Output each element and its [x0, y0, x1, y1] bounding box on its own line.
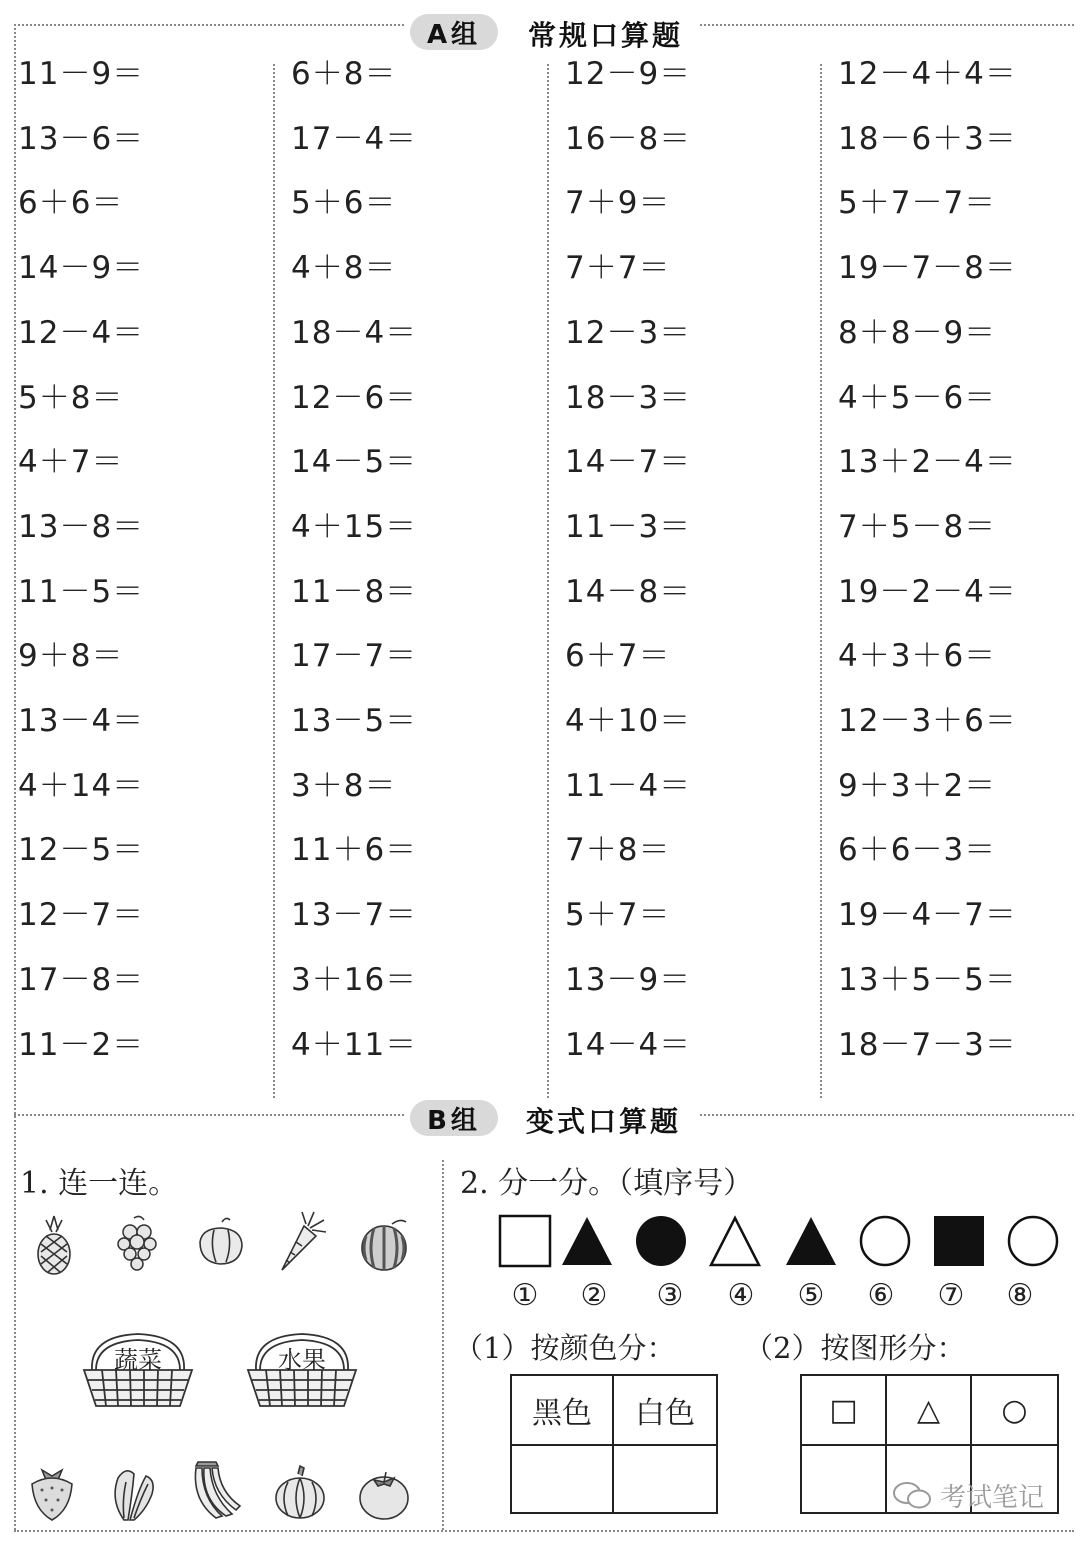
math-problem: 14－8＝	[565, 573, 692, 610]
math-problem: 7＋7＝	[565, 250, 671, 287]
shape-number-7: ⑦	[937, 1278, 965, 1313]
section-b-title: 变式口算题	[526, 1105, 682, 1138]
section-a-header	[0, 8, 1080, 52]
math-problem: 13－8＝	[18, 508, 145, 545]
grapes-icon	[110, 1212, 166, 1276]
math-problem: 5＋7－7＝	[838, 185, 997, 222]
color-table-answer-white[interactable]	[614, 1446, 716, 1512]
math-problem: 19－4－7＝	[838, 897, 1017, 934]
math-problem: 5＋8＝	[18, 379, 124, 416]
math-problem: 13－6＝	[18, 120, 145, 157]
math-problem: 13＋2－4＝	[838, 444, 1017, 481]
math-problem: 11－9＝	[18, 56, 145, 92]
math-problem: 18－4＝	[291, 314, 418, 351]
shape-number-1: ①	[511, 1278, 539, 1313]
math-problem: 4＋7＝	[18, 444, 124, 481]
math-problem: 12－6＝	[291, 379, 418, 416]
math-problem: 12－5＝	[18, 832, 145, 869]
banana-icon	[186, 1460, 242, 1524]
math-problem: 18－7－3＝	[838, 1026, 1017, 1063]
section-a-badge: A组	[410, 14, 498, 50]
math-problem: 9＋3＋2＝	[838, 767, 997, 804]
color-table-header-white: 白色	[614, 1376, 716, 1446]
strawberry-icon	[24, 1460, 80, 1524]
section-b-badge: B组	[410, 1100, 498, 1136]
circle-white-icon-2	[1006, 1214, 1060, 1268]
math-problem: 7＋8＝	[565, 832, 671, 869]
section-a-title: 常规口算题	[528, 19, 684, 52]
section-b-header	[0, 1094, 1080, 1138]
math-problem: 6＋7＝	[565, 638, 671, 675]
shape-number-5: ⑤	[797, 1278, 825, 1313]
q1-q2-divider	[442, 1160, 444, 1530]
math-problem: 17－7＝	[291, 638, 418, 675]
math-problem: 5＋6＝	[291, 185, 397, 222]
shape-table-header-square: □	[802, 1376, 887, 1446]
column-divider-1	[273, 64, 275, 1098]
math-problem: 4＋11＝	[291, 1026, 418, 1063]
watermelon-icon	[356, 1212, 412, 1276]
q2-title: 2. 分一分。（填序号）	[460, 1166, 754, 1201]
color-table-answer-black[interactable]	[512, 1446, 614, 1512]
math-problem: 3＋16＝	[291, 961, 418, 998]
math-problem: 7＋9＝	[565, 185, 671, 222]
shape-number-4: ④	[727, 1278, 755, 1313]
math-problem: 13－7＝	[291, 897, 418, 934]
math-problem: 11＋6＝	[291, 832, 418, 869]
math-problem: 11－2＝	[18, 1026, 145, 1063]
math-problem: 7＋5－8＝	[838, 508, 997, 545]
math-problem: 12－4＋4＝	[838, 56, 1017, 92]
math-problem: 4＋5－6＝	[838, 379, 997, 416]
shape-number-8: ⑧	[1006, 1278, 1034, 1313]
column-divider-3	[820, 64, 822, 1098]
math-problem: 12－3＝	[565, 314, 692, 351]
math-problem: 14－7＝	[565, 444, 692, 481]
shape-table-header-triangle: △	[887, 1376, 972, 1446]
sub-question-by-shape: （2）按图形分：	[744, 1331, 966, 1365]
shape-number-2: ②	[580, 1278, 608, 1313]
watermark	[892, 1477, 1044, 1514]
math-problem: 14－5＝	[291, 444, 418, 481]
left-border	[14, 24, 16, 1530]
q1-title: 1. 连一连。	[20, 1166, 179, 1201]
bottom-border	[14, 1530, 1074, 1532]
math-problem: 13－4＝	[18, 703, 145, 739]
math-problem: 3＋8＝	[291, 767, 397, 804]
math-problem: 17－8＝	[18, 961, 145, 998]
math-problem: 13－9＝	[565, 961, 692, 998]
shape-number-6: ⑥	[867, 1278, 895, 1313]
color-table	[510, 1374, 718, 1514]
math-problem: 14－4＝	[565, 1026, 692, 1063]
math-problem: 4＋10＝	[565, 703, 692, 739]
square-white-icon	[498, 1214, 552, 1268]
math-problem: 13－5＝	[291, 703, 418, 739]
math-problem: 6＋8＝	[291, 56, 397, 92]
pumpkin-icon	[272, 1460, 328, 1524]
pineapple-icon	[26, 1212, 82, 1276]
circle-black-icon	[634, 1214, 688, 1268]
math-problem: 11－8＝	[291, 573, 418, 610]
math-problem: 6＋6－3＝	[838, 832, 997, 869]
shape-number-3: ③	[656, 1278, 684, 1313]
tomato-icon	[356, 1460, 412, 1524]
sub-question-by-color: （1）按颜色分：	[454, 1331, 676, 1365]
math-problem: 11－4＝	[565, 767, 692, 804]
math-problem: 16－8＝	[565, 120, 692, 157]
math-problem: 11－5＝	[18, 573, 145, 610]
basket-vegetables[interactable]	[82, 1330, 194, 1412]
math-problem: 4＋15＝	[291, 508, 418, 545]
math-problem: 12－4＝	[18, 314, 145, 351]
math-problem: 6＋6＝	[18, 185, 124, 222]
basket-fruits-label: 水果	[278, 1346, 326, 1374]
shape-table-answer-square[interactable]	[802, 1446, 887, 1512]
math-problem: 9＋8＝	[18, 638, 124, 675]
math-problem: 5＋7＝	[565, 897, 671, 934]
math-problem: 12－3＋6＝	[838, 703, 1017, 739]
bok-choy-icon	[104, 1460, 160, 1524]
math-problem: 12－9＝	[565, 56, 692, 92]
circle-white-icon	[858, 1214, 912, 1268]
math-problem: 8＋8－9＝	[838, 314, 997, 351]
math-problem: 18－6＋3＝	[838, 120, 1017, 157]
pepper-icon	[192, 1212, 248, 1276]
triangle-black-icon-2	[784, 1214, 838, 1268]
wechat-icon	[892, 1480, 932, 1512]
triangle-white-icon	[708, 1214, 762, 1268]
math-problem: 4＋3＋6＝	[838, 638, 997, 675]
math-problem: 19－2－4＝	[838, 573, 1017, 610]
basket-fruits[interactable]	[246, 1330, 358, 1412]
math-problem: 19－7－8＝	[838, 250, 1017, 287]
math-problem: 4＋14＝	[18, 767, 145, 804]
watermark-text: 考试笔记	[939, 1483, 1044, 1513]
math-problem: 14－9＝	[18, 250, 145, 287]
carrot-icon	[272, 1208, 328, 1272]
math-problem: 12－7＝	[18, 897, 145, 934]
color-table-header-black: 黑色	[512, 1376, 614, 1446]
math-problem: 4＋8＝	[291, 250, 397, 287]
shape-table-header-circle: ○	[972, 1376, 1057, 1446]
square-black-icon	[932, 1214, 986, 1268]
math-problem: 11－3＝	[565, 508, 692, 545]
math-problem: 17－4＝	[291, 120, 418, 157]
math-problem: 18－3＝	[565, 379, 692, 416]
column-divider-2	[547, 64, 549, 1098]
math-problem: 13＋5－5＝	[838, 961, 1017, 998]
triangle-black-icon	[560, 1214, 614, 1268]
basket-vegetables-label: 蔬菜	[114, 1346, 162, 1374]
